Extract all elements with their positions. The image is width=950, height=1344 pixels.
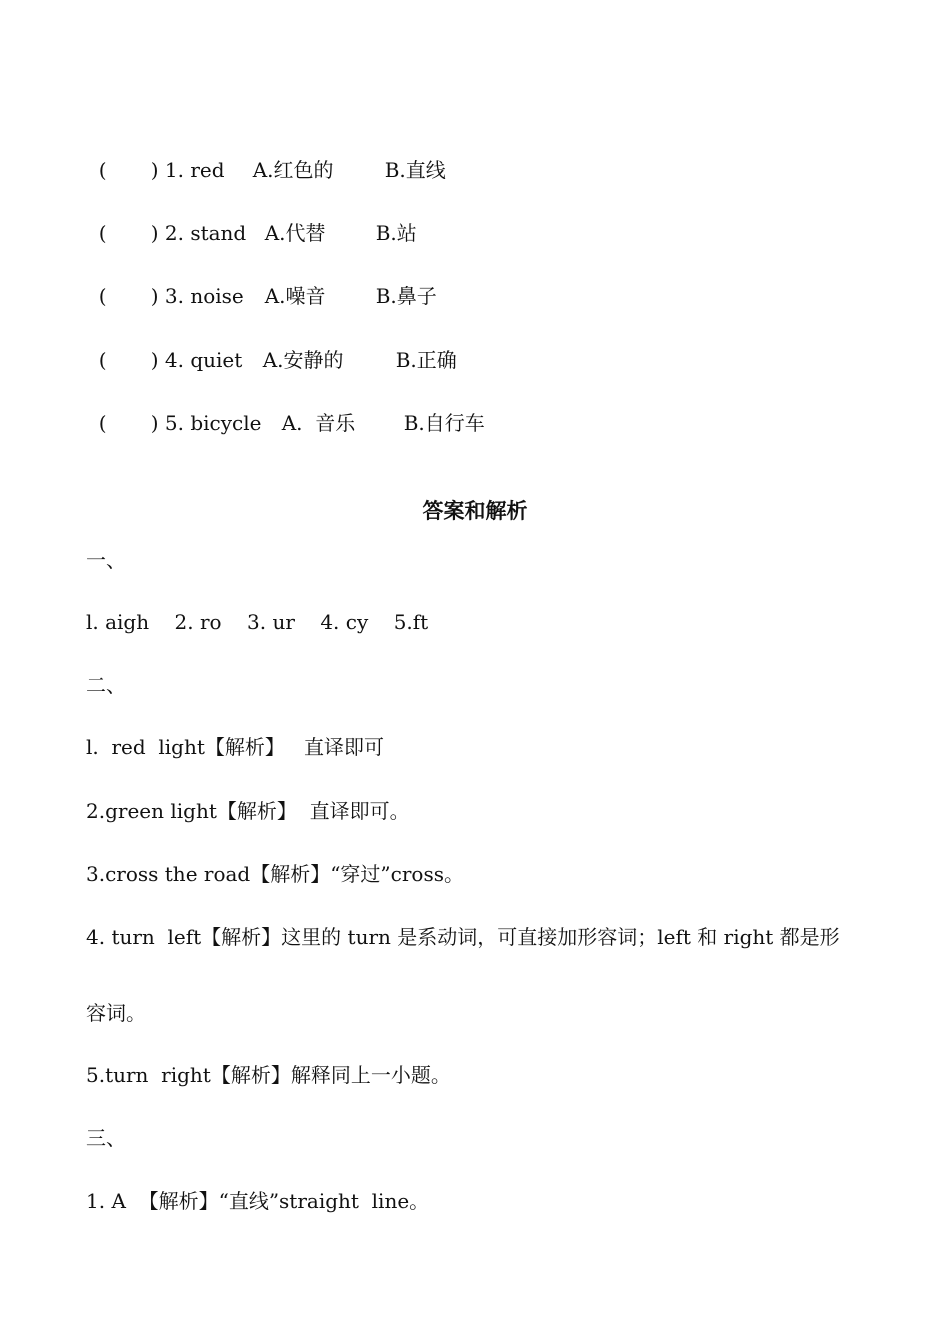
section-heading-two: 二、 xyxy=(86,673,126,697)
option-b: B.自行车 xyxy=(403,411,485,435)
question-row xyxy=(86,318,457,374)
question-row xyxy=(86,191,417,247)
question-stem: ) 5. bicycle xyxy=(150,411,262,435)
answer-item-continued: 容词。 xyxy=(86,1001,146,1025)
section-heading-three: 三、 xyxy=(86,1126,126,1150)
option-a: A.代替 xyxy=(264,221,326,245)
question-row xyxy=(86,381,485,437)
option-b: B.正确 xyxy=(395,348,457,372)
option-a: A.噪音 xyxy=(264,284,326,308)
answer-blank: ( xyxy=(98,221,107,245)
answer-blank: ( xyxy=(98,348,107,372)
answer-item: 5.turn right【解析】解释同上一小题。 xyxy=(86,1063,451,1087)
answer-item: 2.green light【解析】 直译即可。 xyxy=(86,799,410,823)
question-stem: ) 1. red xyxy=(150,158,225,182)
answer-blank: ( xyxy=(98,284,107,308)
option-b: B.鼻子 xyxy=(375,284,437,308)
question-row xyxy=(86,254,437,310)
question-row xyxy=(86,128,446,184)
section-heading-one: 一、 xyxy=(86,548,126,572)
answer-item: l. red light【解析】 直译即可 xyxy=(86,735,384,759)
answer-blank: ( xyxy=(98,411,107,435)
option-a: A. 音乐 xyxy=(281,411,356,435)
question-stem: ) 2. stand xyxy=(150,221,247,245)
option-b: B.直线 xyxy=(384,158,446,182)
answer-item: 4. turn left【解析】这里的 turn 是系动词，可直接加形容词；left 和 right 都是形 xyxy=(86,925,840,949)
option-a: A.安静的 xyxy=(262,348,344,372)
answer-item: 1. A 【解析】“直线”straight line。 xyxy=(86,1189,430,1213)
option-b: B.站 xyxy=(375,221,417,245)
answer-blank: ( xyxy=(98,158,107,182)
answer-item: 3.cross the road【解析】“穿过”cross。 xyxy=(86,862,464,886)
question-stem: ) 3. noise xyxy=(150,284,244,308)
option-a: A.红色的 xyxy=(252,158,334,182)
question-stem: ) 4. quiet xyxy=(150,348,243,372)
section-one-answers: l. aigh 2. ro 3. ur 4. cy 5.ft xyxy=(86,610,429,634)
answer-title: 答案和解析 xyxy=(422,498,528,523)
